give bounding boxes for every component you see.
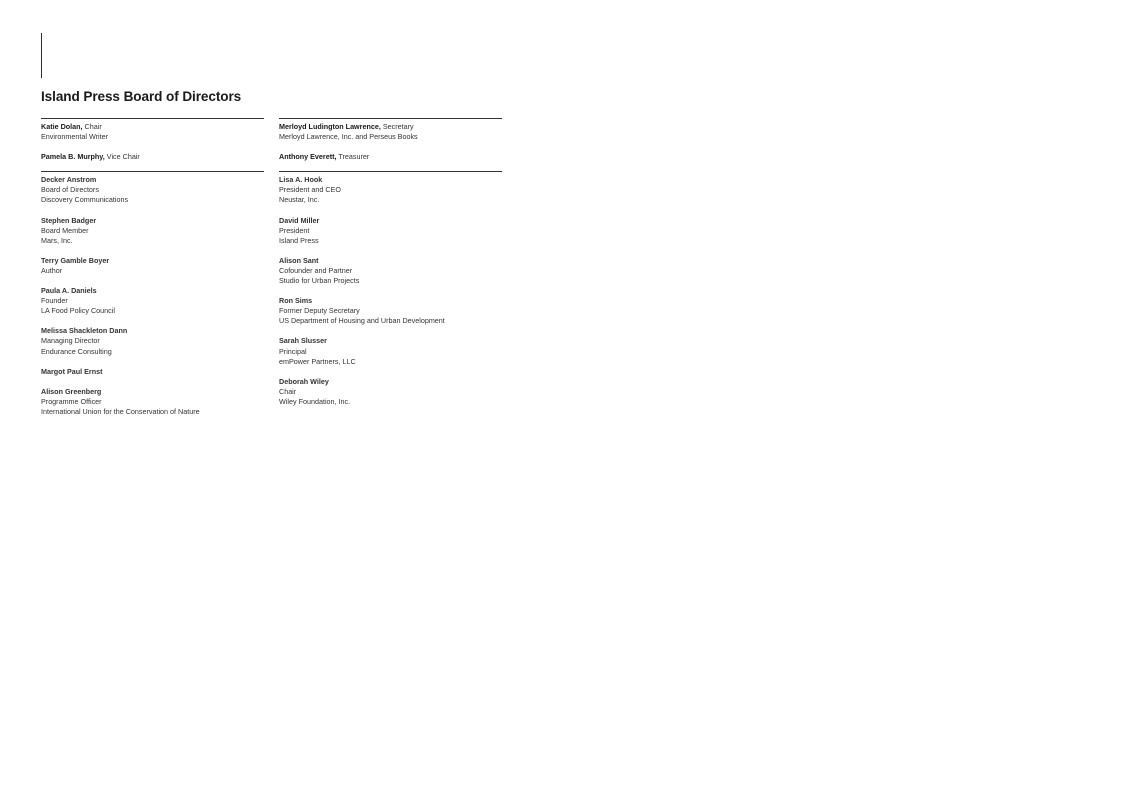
officer-affiliation: Merloyd Lawrence, Inc. and Perseus Books (279, 132, 418, 142)
officer-role: Vice Chair (106, 152, 140, 162)
member-affiliation: US Department of Housing and Urban Development (279, 316, 445, 326)
member-entry (41, 276, 264, 316)
margin-rule (41, 33, 42, 78)
officer-name: Katie Dolan, (41, 122, 83, 131)
member-entry (279, 206, 502, 246)
member-affiliation: Chair (279, 386, 297, 396)
member-name: Deborah Wiley (279, 376, 329, 386)
member-entry (41, 172, 264, 205)
officer-role: Treasurer (338, 152, 370, 162)
member-entry (279, 286, 502, 326)
member-entry (41, 377, 264, 417)
member-name: Margot Paul Ernst (41, 366, 103, 376)
officer-entry (41, 142, 264, 162)
member-affiliation: President (279, 225, 310, 235)
member-affiliation: President and CEO (279, 185, 341, 195)
member-name: Terry Gamble Boyer (41, 255, 110, 265)
member-affiliation: Discovery Communications (41, 195, 129, 205)
member-affiliation: LA Food Policy Council (41, 306, 115, 316)
officer-affiliation: Environmental Writer (41, 132, 108, 142)
officer-name: Pamela B. Murphy, (41, 152, 105, 162)
member-affiliation: Board of Directors (41, 185, 99, 195)
officer-entry (279, 142, 502, 162)
left-column (41, 118, 264, 417)
member-entry (279, 172, 502, 205)
member-affiliation: Endurance Consulting (41, 346, 112, 356)
member-entry (279, 246, 502, 286)
officer-role: Chair (84, 122, 102, 131)
member-affiliation: Island Press (279, 235, 319, 245)
member-name: Ron Sims (279, 296, 313, 306)
member-name: David Miller (279, 215, 320, 225)
member-name: Alison Sant (279, 255, 319, 265)
member-affiliation: Cofounder and Partner (279, 265, 353, 275)
officer-name: Merloyd Ludington Lawrence, (279, 122, 381, 131)
member-affiliation: Programme Officer (41, 396, 102, 406)
member-affiliation: Studio for Urban Projects (279, 276, 360, 286)
member-name: Alison Greenberg (41, 386, 102, 396)
officer-entry (41, 119, 264, 142)
officer-role: Secretary (382, 122, 414, 131)
member-name: Sarah Slusser (279, 336, 327, 346)
member-affiliation: Founder (41, 296, 68, 306)
member-entry (41, 316, 264, 356)
member-entry (41, 357, 264, 377)
member-affiliation: Former Deputy Secretary (279, 306, 360, 316)
member-name: Stephen Badger (41, 215, 97, 225)
member-affiliation: Principal (279, 346, 307, 356)
member-affiliation: emPower Partners, LLC (279, 356, 356, 366)
member-name: Lisa A. Hook (279, 175, 323, 185)
officer-entry (279, 119, 502, 142)
officer-name: Anthony Everett, (279, 152, 337, 162)
member-entry (279, 367, 502, 407)
member-entry (41, 246, 264, 276)
member-affiliation: Managing Director (41, 336, 100, 346)
member-name: Paula A. Daniels (41, 286, 97, 296)
member-entry (279, 326, 502, 366)
member-affiliation: International Union for the Conservation of Nature (41, 406, 200, 416)
member-affiliation: Author (41, 265, 63, 275)
member-affiliation: Neustar, Inc. (279, 195, 320, 205)
member-name: Decker Anstrom (41, 175, 97, 185)
right-column (279, 118, 502, 407)
member-affiliation: Mars, Inc. (41, 235, 73, 245)
page-title: Island Press Board of Directors (41, 89, 242, 104)
member-affiliation: Wiley Foundation, Inc. (279, 396, 351, 406)
member-entry (41, 206, 264, 246)
member-name: Melissa Shackleton Dann (41, 326, 128, 336)
member-affiliation: Board Member (41, 225, 89, 235)
